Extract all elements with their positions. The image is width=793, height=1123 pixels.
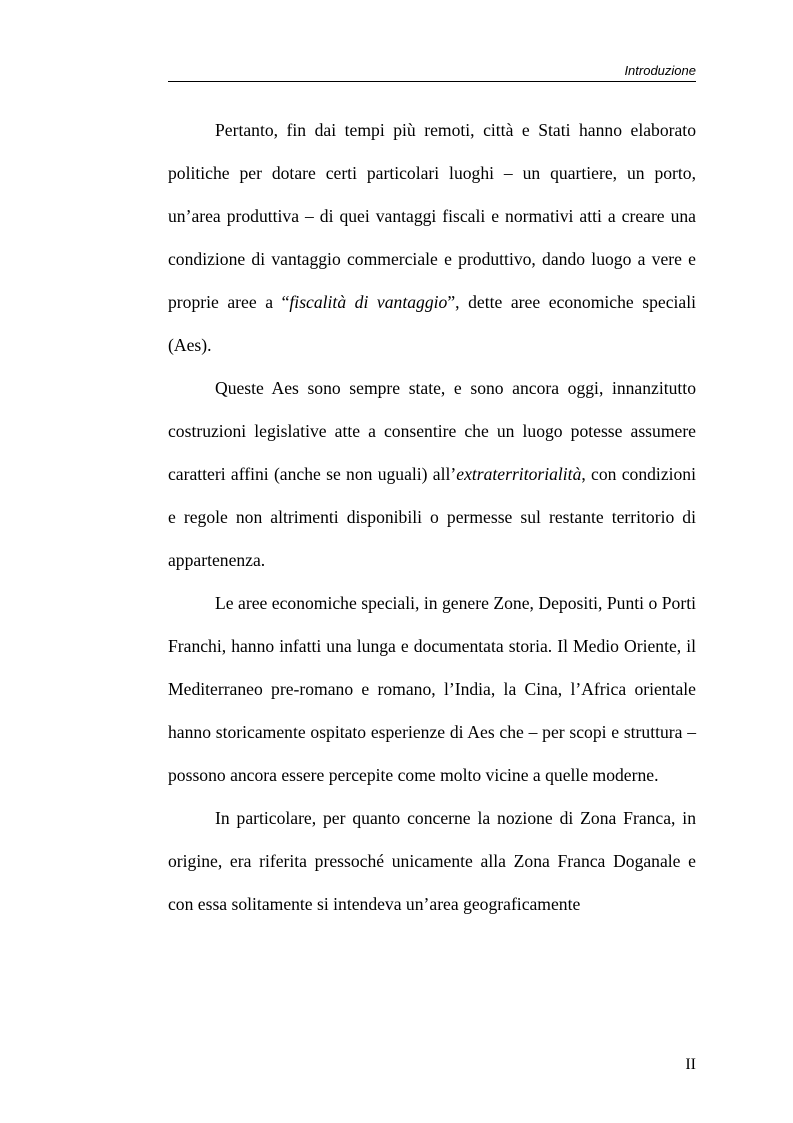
header-rule bbox=[168, 81, 696, 82]
running-header: Introduzione bbox=[624, 63, 696, 78]
page-number: II bbox=[685, 1056, 696, 1073]
paragraph-1 bbox=[168, 109, 696, 367]
paragraph-1-text-before: Pertanto, fin dai tempi più remoti, città e Stati hanno elaborato politiche per dotare certi particolari luoghi – un quartiere, un porto, un’area produttiva – di quei vantaggi fiscali e normativi atti a creare una condizione di vantaggio commerciale e produttivo, dando luogo a vere e proprie aree a “ bbox=[168, 120, 696, 312]
paragraph-1-text-after: ”, dette aree economiche speciali (Aes). bbox=[168, 292, 697, 355]
paragraph-1-emphasis: fiscalità di vantaggio bbox=[289, 292, 448, 312]
paragraph-2-emphasis: extraterritorialità bbox=[456, 464, 582, 484]
paragraph-2-text-after: , con condizioni e regole non altrimenti disponibili o permesse sul restante territorio di appartenenza. bbox=[168, 464, 696, 570]
paragraph-4: In particolare, per quanto concerne la nozione di Zona Franca, in origine, era riferita pressoché unicamente alla Zona Franca Doganale e con essa solitamente si intendeva un’area geograficamente bbox=[168, 808, 696, 914]
paragraph-3: Le aree economiche speciali, in genere Zone, Depositi, Punti o Porti Franchi, hanno infatti una lunga e documentata storia. Il Medio Oriente, il Mediterraneo pre-romano e romano, l’India, la Cina, l’Africa orientale hanno storicamente ospitato esperienze di Aes che – per scopi e struttura – possono ancora essere percepite come molto vicine a quelle moderne. bbox=[168, 593, 696, 785]
paragraph-2-text-before: Queste Aes sono sempre state, e sono ancora oggi, innanzitutto costruzioni legislative atte a consentire che un luogo potesse assumere caratteri affini (anche se non uguali) all’ bbox=[168, 378, 696, 484]
body-text bbox=[168, 109, 696, 926]
paragraph-2 bbox=[168, 367, 696, 582]
